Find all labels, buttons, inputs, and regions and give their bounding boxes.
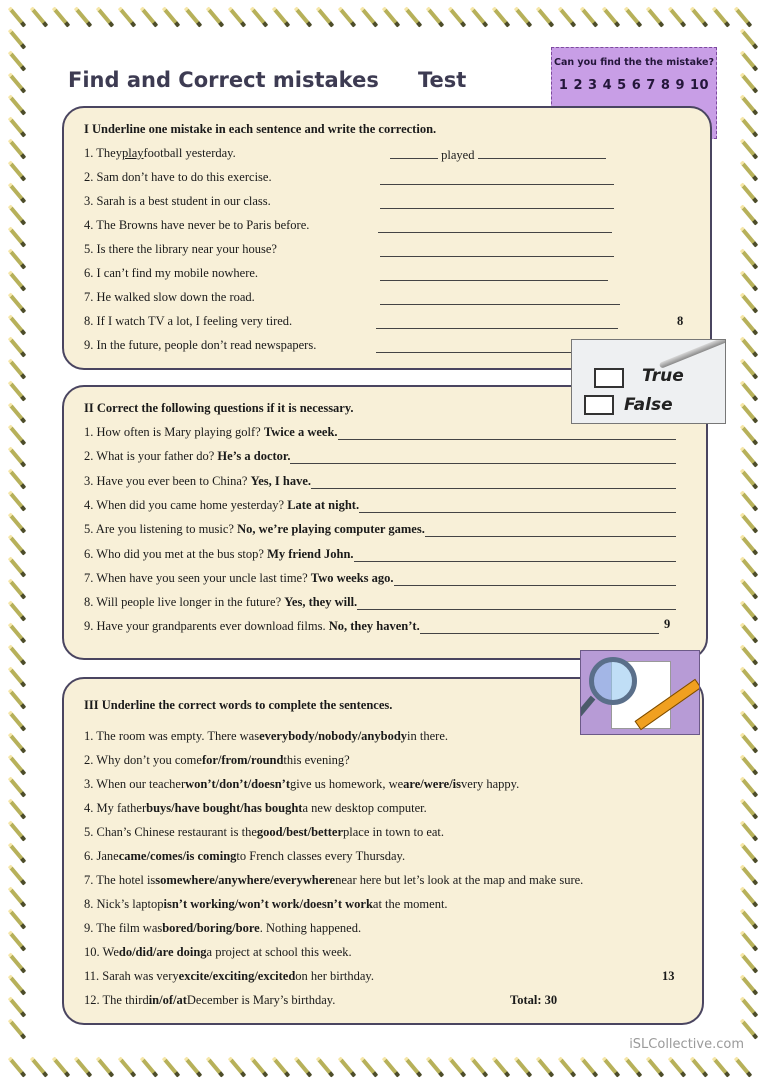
answer-text: He’s a doctor. [217,449,291,464]
sentence-text-end: place in town to eat. [343,825,445,839]
question-item [84,571,676,586]
pencil-icon [6,776,28,798]
question-text: 3. Have you ever been to China? [84,473,248,488]
pencil-icon [738,864,760,886]
pencil-icon [336,1056,358,1078]
sentence-text: 9. In the future, people don’t read newspapers. [84,338,317,352]
answer-line[interactable] [378,220,612,233]
sentence-text-end: a new desktop computer. [302,801,427,815]
pencil-icon [94,6,116,28]
pencil-border-bottom [6,1056,760,1078]
pencil-icon [600,6,622,28]
pencil-icon [6,94,28,116]
pencil-icon [6,50,28,72]
sentence-item [84,921,361,936]
pencil-icon [738,952,760,974]
pencil-icon [6,248,28,270]
sentence-text-end: give us homework, we [290,777,404,791]
pencil-icon [6,908,28,930]
sentence-text: 2. Sam don’t have to do this exercise. [84,170,272,184]
pencil-icon [28,6,50,28]
word-options: bored/boring/bore [162,921,260,935]
answer-line[interactable] [425,524,676,537]
pencil-icon [380,6,402,28]
pencil-icon [6,490,28,512]
pencil-icon [116,6,138,28]
pencil-icon [424,6,446,28]
pencil-icon [6,600,28,622]
pencil-icon [738,776,760,798]
pencil-icon [248,6,270,28]
sentence-text-end: to French classes every Thursday. [236,849,406,863]
answer-line[interactable] [354,549,676,562]
pencil-icon [160,1056,182,1078]
pencil-border-right [738,28,760,1056]
sentence-text-end: a project at school this week. [206,945,352,959]
pencil-icon [380,1056,402,1078]
answer-text: My friend John. [267,546,354,561]
pencil-icon [666,1056,688,1078]
sentence-text: 1. The room was empty. There was [84,729,260,743]
sentence-text: 8. If I watch TV a lot, I feeling very tired. [84,314,293,328]
word-options: do/did/are doing [118,945,207,959]
pencil-icon [738,50,760,72]
pencil-icon [6,864,28,886]
sentence-item [84,969,374,984]
section-2-heading: II Correct the following questions if it is necessary. [84,401,354,415]
sentence-text-end: this evening? [283,753,350,767]
word-options: are/were/is [403,777,462,791]
answer-text: No, we’re playing computer games. [237,522,425,537]
pencil-icon [578,1056,600,1078]
pencil-icon [512,6,534,28]
sentence-item [84,873,583,888]
pencil-icon [6,226,28,248]
question-text: 4. When did you came home yesterday? [84,497,285,512]
answer-text: Yes, I have. [250,473,312,488]
question-item [84,547,676,562]
pencil-icon [6,160,28,182]
sentence-text: 3. When our teacher [84,777,186,791]
pencil-icon [50,1056,72,1078]
pencil-icon [534,1056,556,1078]
pencil-icon [182,1056,204,1078]
answer-text: Yes, they will. [284,595,358,610]
magnifier-icon [589,657,637,705]
answer-line[interactable] [338,427,676,440]
pencil-icon [138,1056,160,1078]
sentence-item [84,801,427,816]
sentence-text: 11. Sarah was very [84,969,179,983]
false-label: False [624,395,673,415]
pencil-icon [6,468,28,490]
magnifier-handle-icon [580,696,595,717]
answer-text: No, they haven’t. [328,619,420,634]
worksheet-title: Find and Correct mistakes [68,68,379,92]
pencil-icon [512,1056,534,1078]
example-answer-text: played [441,148,475,162]
pencil-icon [738,798,760,820]
pencil-icon [292,1056,314,1078]
pencil-icon [424,1056,446,1078]
pencil-icon [738,116,760,138]
pencil-icon [732,1056,754,1078]
pencil-icon [226,1056,248,1078]
pencil-icon [138,6,160,28]
pencil-icon [738,622,760,644]
sentence-text-end: near here but let’s look at the map and make sure. [335,873,584,887]
pencil-icon [446,1056,468,1078]
pencil-icon [248,1056,270,1078]
answer-line[interactable] [420,621,659,634]
pencil-icon [666,6,688,28]
pencil-icon [490,6,512,28]
question-text: 5. Are you listening to music? [84,522,234,537]
pencil-icon [6,512,28,534]
pencil-icon [6,930,28,952]
section-3-score: 13 [662,969,675,983]
pencil-icon [738,644,760,666]
pencil-icon [6,644,28,666]
pencil-icon [6,138,28,160]
pencil-icon [738,314,760,336]
sentence-text-end: . Nothing happened. [259,921,362,935]
pencil-icon [72,1056,94,1078]
word-options: in/of/at [148,993,187,1007]
sentence-text-end: in there. [407,729,449,743]
word-options: buys/have bought/has bought [146,801,303,815]
pencil-icon [50,6,72,28]
answer-line[interactable] [357,597,676,610]
pencil-icon [710,6,732,28]
sentence-text: 3. Sarah is a best student in our class. [84,194,271,208]
answer-line[interactable] [376,316,618,329]
pencil-icon [6,886,28,908]
pencil-icon [6,578,28,600]
pencil-icon [6,754,28,776]
answer-line[interactable] [380,268,608,281]
pen-icon [659,339,726,369]
pencil-icon [402,6,424,28]
pencil-icon [358,6,380,28]
pencil-icon [644,6,666,28]
pencil-icon [738,446,760,468]
worksheet-title-test: Test [418,68,467,92]
sentence-text: 5. Is there the library near your house? [84,242,277,256]
pencil-icon [6,28,28,50]
pencil-icon [490,1056,512,1078]
pencil-icon [314,1056,336,1078]
pencil-icon [160,6,182,28]
pencil-icon [738,974,760,996]
pencil-icon [6,446,28,468]
pencil-icon [6,622,28,644]
pencil-icon [738,534,760,556]
example-answer [390,146,606,163]
pencil-icon [182,6,204,28]
pencil-icon [270,1056,292,1078]
pencil-icon [6,292,28,314]
pencil-icon [6,380,28,402]
pencil-icon [738,820,760,842]
pencil-icon [6,6,28,28]
pencil-icon [6,798,28,820]
answer-line[interactable] [359,500,676,513]
sentence-item [84,825,444,840]
sentence-text: 10. We [84,945,119,959]
pencil-icon [204,6,226,28]
pencil-icon [738,248,760,270]
pencil-icon [578,6,600,28]
section-2-box [62,385,708,660]
pencil-icon [738,94,760,116]
pencil-icon [6,952,28,974]
pencil-icon [738,468,760,490]
watermark: iSLCollective.com [629,1037,744,1052]
pencil-icon [292,6,314,28]
question-text: 8. Will people live longer in the future? [84,595,282,610]
pencil-icon [738,754,760,776]
sentence-text: 6. Jane [84,849,119,863]
answer-line[interactable] [380,172,614,185]
pencil-icon [622,6,644,28]
pencil-icon [738,886,760,908]
sentence-text: 5. Chan’s Chinese restaurant is the [84,825,257,839]
pencil-icon [738,424,760,446]
answer-text: Twice a week. [263,425,338,439]
word-options: everybody/nobody/anybody [259,729,408,743]
question-text: 1. How often is Mary playing golf? [84,425,261,439]
pencil-icon [738,160,760,182]
section-1-score: 8 [677,314,684,328]
pencil-icon [738,710,760,732]
sentence-text-end: December is Mary’s birthday. [186,993,336,1007]
underlined-word: play [121,146,144,160]
answer-line[interactable] [311,476,676,489]
checkbox-icon [594,368,624,388]
answer-line[interactable] [380,244,614,257]
sentence-text: 6. I can’t find my mobile nowhere. [84,266,259,280]
pencil-icon [738,182,760,204]
pencil-icon [6,358,28,380]
pencil-icon [738,490,760,512]
pencil-icon [6,1018,28,1040]
pencil-icon [6,732,28,754]
true-label: True [642,366,684,386]
pencil-icon [6,820,28,842]
pencil-icon [358,1056,380,1078]
pencil-icon [314,6,336,28]
pencil-icon [710,1056,732,1078]
sentence-text: 4. My father [84,801,147,815]
pencil-icon [6,710,28,732]
pencil-icon [600,1056,622,1078]
question-text: 9. Have your grandparents ever download films. [84,619,326,634]
question-text: 6. Who did you met at the bus stop? [84,546,264,561]
pencil-icon [738,358,760,380]
pencil-icon [6,204,28,226]
answer-line[interactable] [380,292,620,305]
pencil-icon [738,930,760,952]
sentence-item [84,945,352,960]
pencil-icon [738,380,760,402]
promo-numbers: 1 2 3 4 5 6 7 8 9 10 [558,78,710,93]
promo-question: Can you find the the mistake? [553,57,715,68]
sentence-item [84,993,335,1008]
pencil-icon [6,402,28,424]
pencil-icon [6,116,28,138]
sentence-text: 8. Nick’s laptop [84,897,164,911]
pencil-icon [738,842,760,864]
question-item [84,522,676,537]
pencil-icon [534,6,556,28]
sentence-text: 12. The third [84,993,149,1007]
sentence-text: 7. He walked slow down the road. [84,290,255,304]
sentence-text-end: football yesterday. [143,146,236,160]
pencil-border-top [6,6,760,28]
pencil-icon [94,1056,116,1078]
pencil-icon [738,270,760,292]
pencil-icon [688,1056,710,1078]
question-item [84,619,659,634]
sentence-text-end: on her birthday. [295,969,374,983]
pencil-icon [738,666,760,688]
word-options: good/best/better [256,825,343,839]
word-options: came/comes/is coming [118,849,237,863]
section-3-heading: III Underline the correct words to complete the sentences. [84,698,393,712]
true-false-image [571,339,726,424]
pencil-icon [738,402,760,424]
pencil-icon [402,1056,424,1078]
pencil-icon [6,336,28,358]
pencil-icon [6,182,28,204]
pencil-icon [644,1056,666,1078]
pencil-icon [738,578,760,600]
pencil-icon [556,1056,578,1078]
pencil-icon [446,6,468,28]
magnifier-pencil-image [580,650,700,735]
section-1-heading: I Underline one mistake in each sentence and write the correction. [84,122,437,136]
question-item [84,425,676,440]
pencil-icon [6,424,28,446]
pencil-icon [468,6,490,28]
sentence-text: 7. The hotel is [84,873,156,887]
word-options: won’t/don’t/doesn’t [185,777,290,791]
pencil-icon [738,292,760,314]
sentence-text: 2. Why don’t you come [84,753,202,767]
checkbox-icon [584,395,614,415]
answer-line[interactable] [380,196,614,209]
pencil-icon [738,556,760,578]
pencil-icon [6,996,28,1018]
word-options: isn’t working/won’t work/doesn’t work [163,897,373,911]
sentence-text: 9. The film was [84,921,163,935]
pencil-icon [6,556,28,578]
pencil-icon [732,6,754,28]
pencil-icon [738,600,760,622]
pencil-icon [6,72,28,94]
pencil-icon [738,204,760,226]
question-text: 7. When have you seen your uncle last time? [84,570,308,585]
pencil-icon [6,270,28,292]
pencil-icon [72,6,94,28]
pencil-icon [6,1056,28,1078]
question-text: 2. What is your father do? [84,449,215,464]
pencil-icon [738,996,760,1018]
sentence-text-end: at the moment. [372,897,448,911]
pencil-icon [622,1056,644,1078]
pencil-icon [6,666,28,688]
section-2-score: 9 [664,617,671,631]
section-1-box [62,106,712,370]
pencil-icon [738,688,760,710]
pencil-icon [116,1056,138,1078]
total-score: Total: 30 [510,993,558,1007]
pencil-icon [738,512,760,534]
pencil-icon [738,908,760,930]
answer-text: Late at night. [287,497,360,512]
word-options: somewhere/anywhere/everywhere [155,873,336,887]
pencil-icon [6,688,28,710]
pencil-icon [738,732,760,754]
answer-line[interactable] [290,451,676,464]
pencil-icon [6,314,28,336]
pencil-border-left [6,28,28,1056]
answer-text: Two weeks ago. [310,570,394,585]
pencil-icon [738,28,760,50]
pencil-icon [556,6,578,28]
pencil-icon [738,138,760,160]
sentence-text-end: very happy. [461,777,520,791]
answer-line[interactable] [394,573,676,586]
sentence-item [84,897,448,912]
question-item [84,449,676,464]
pencil-icon [6,842,28,864]
pencil-icon [468,1056,490,1078]
pencil-icon [336,6,358,28]
sentence-item [84,777,519,792]
sentence-text: 4. The Browns have never be to Paris before. [84,218,310,232]
question-item [84,474,676,489]
pencil-icon [204,1056,226,1078]
pencil-icon [226,6,248,28]
question-item [84,498,676,513]
sentence-text: 1. They [84,146,122,160]
pencil-icon [6,974,28,996]
pencil-icon [738,336,760,358]
word-options: for/from/round [201,753,284,767]
pencil-icon [28,1056,50,1078]
sentence-item [84,849,405,864]
pencil-icon [688,6,710,28]
sentence-item [84,753,350,768]
pencil-icon [738,72,760,94]
question-item [84,595,676,610]
answer-line[interactable] [376,340,572,353]
word-options: excite/exciting/excited [178,969,296,983]
sentence-item [84,729,448,744]
pencil-icon [6,534,28,556]
pencil-icon [270,6,292,28]
pencil-icon [738,226,760,248]
